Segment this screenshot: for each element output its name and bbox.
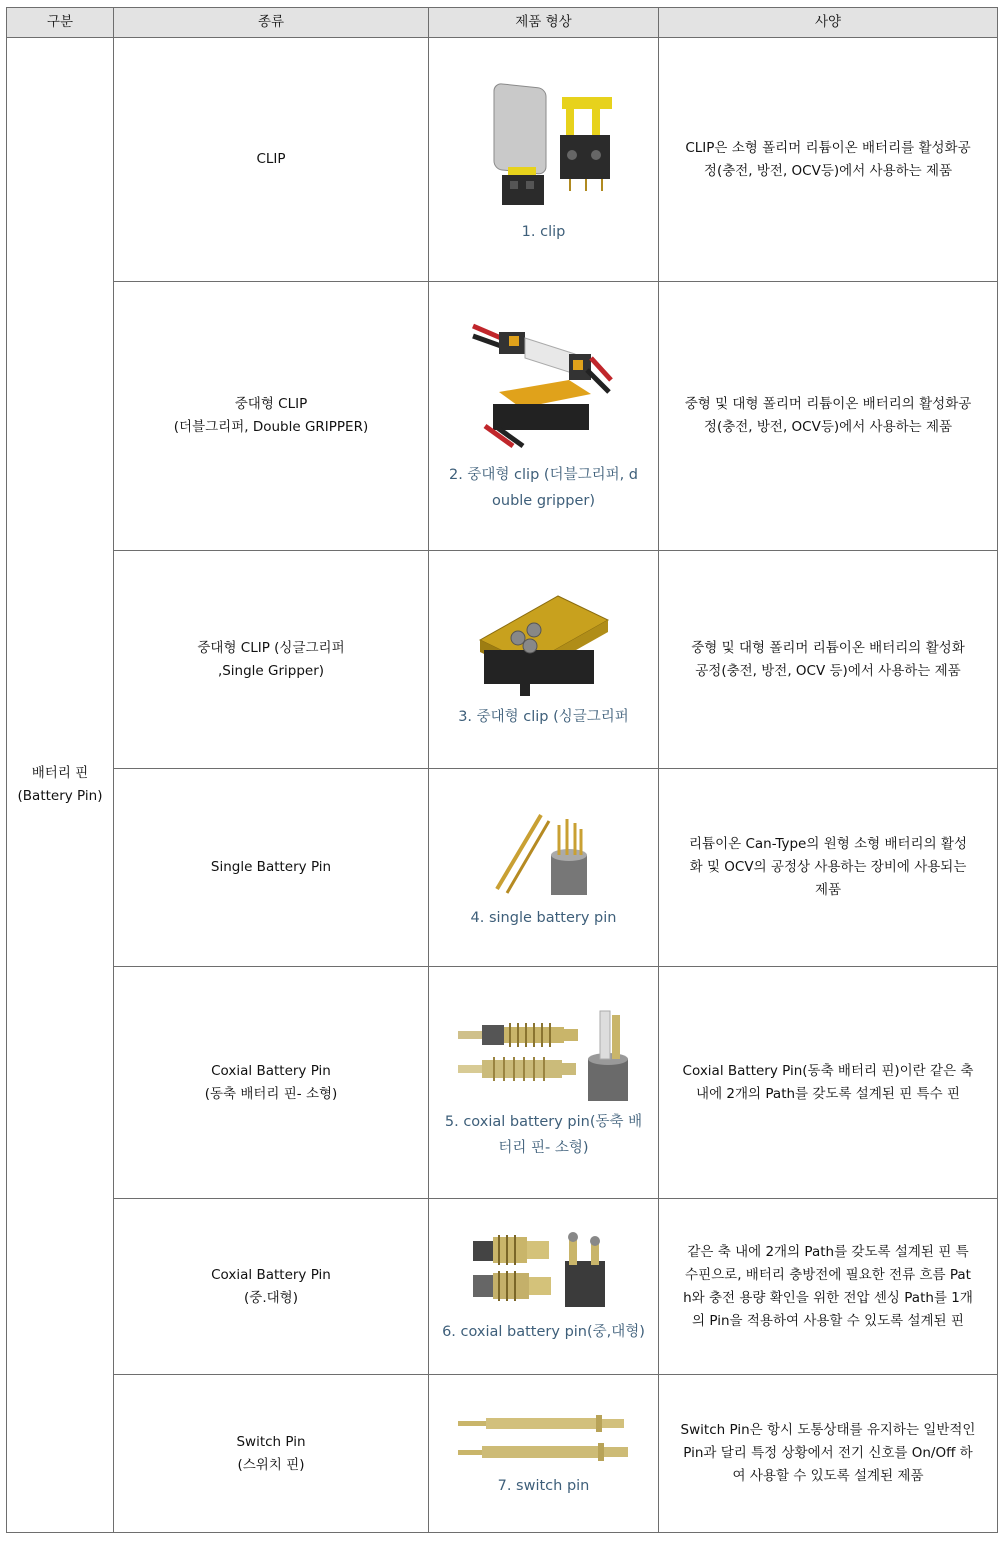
spec-line: 같은 축 내에 2개의 Path를 갖도록 설계된 핀 특	[687, 1243, 969, 1260]
header-product-shape: 제품 형상	[429, 8, 659, 38]
type-label: Switch Pin	[236, 1433, 306, 1450]
image-caption: 6. coxial battery pin(중,대형)	[442, 1323, 645, 1340]
spec-cell	[659, 38, 998, 282]
product-image-cell	[429, 551, 659, 769]
spec-line: 화 및 OCV의 공정상 사용하는 장비에 사용되는	[689, 859, 967, 875]
spec-line: 정(충전, 방전, OCV등)에서 사용하는 제품	[703, 419, 953, 435]
spec-line: 리튬이온 Can-Type의 원형 소형 배터리의 활성	[689, 836, 967, 852]
spec-line: 정(충전, 방전, OCV등)에서 사용하는 제품	[703, 162, 953, 179]
spec-line: 제품	[814, 882, 842, 898]
spec-line: 의 Pin을 적용하여 사용할 수 있도록 설계된 핀	[692, 1312, 964, 1329]
type-label: 중대형 CLIP	[234, 396, 308, 412]
table-row	[7, 967, 998, 1199]
type-label: ,Single Gripper)	[217, 662, 325, 679]
spec-line: 중형 및 대형 폴리머 리튬이온 배터리의 활성화	[691, 639, 965, 656]
header-row	[7, 8, 998, 38]
product-image-cell	[429, 1375, 659, 1533]
type-label: (더블그리퍼, Double GRIPPER)	[173, 419, 369, 435]
spec-line: 중형 및 대형 폴리머 리튬이온 배터리의 활성화공	[684, 396, 972, 412]
header-category: 구분	[7, 8, 114, 38]
image-caption: 1. clip	[521, 223, 566, 240]
category-label: 배터리 핀	[31, 765, 89, 781]
spec-line: Pin과 달리 특정 상황에서 전기 신호를 On/Off 하	[683, 1445, 973, 1461]
product-image-cell	[429, 38, 659, 282]
table-row	[7, 551, 998, 769]
spec-line: h와 충전 용량 확인을 위한 전압 센싱 Path를 1개	[683, 1289, 973, 1306]
single-gripper-image	[474, 590, 614, 700]
spec-cell	[659, 1199, 998, 1375]
spec-line: 내에 2개의 Path를 갖도록 설계된 핀 특수 핀	[696, 1085, 960, 1102]
category-cell	[7, 38, 114, 1533]
type-cell	[114, 282, 429, 551]
type-label: Coxial Battery Pin	[211, 1062, 331, 1079]
spec-line: Switch Pin은 항시 도통상태를 유지하는 일반적인	[680, 1422, 976, 1438]
image-caption: 7. switch pin	[497, 1477, 590, 1494]
type-label: (중.대형)	[244, 1289, 298, 1306]
image-caption: ouble gripper)	[492, 493, 595, 509]
type-label: (동축 배터리 핀- 소형)	[204, 1085, 338, 1102]
table-row	[7, 1199, 998, 1375]
spec-cell	[659, 1375, 998, 1533]
type-cell	[114, 551, 429, 769]
type-label: CLIP	[256, 151, 286, 167]
coxial-pin-small-image	[454, 1005, 634, 1105]
product-image-cell	[429, 1199, 659, 1375]
type-cell	[114, 967, 429, 1199]
type-label: (스위치 핀)	[237, 1456, 305, 1473]
image-caption: 4. single battery pin	[470, 909, 617, 926]
table-row	[7, 38, 998, 282]
table-row	[7, 769, 998, 967]
header-specification: 사양	[659, 8, 998, 38]
type-cell	[114, 1199, 429, 1375]
image-caption: 2. 중대형 clip (더블그리퍼, d	[448, 467, 639, 483]
header-type: 종류	[114, 8, 429, 38]
image-caption: 5. coxial battery pin(동축 배	[444, 1113, 643, 1130]
spec-line: 수핀으로, 배터리 충방전에 필요한 전류 흐름 Pat	[685, 1266, 971, 1283]
double-gripper-image	[469, 318, 619, 458]
spec-line: Coxial Battery Pin(동축 배터리 핀)이란 같은 축	[682, 1062, 974, 1079]
type-label: 중대형 CLIP (싱글그리퍼	[197, 639, 345, 656]
spec-line: 여 사용할 수 있도록 설계된 제품	[732, 1468, 924, 1484]
coxial-pin-mid-large-image	[469, 1229, 619, 1315]
spec-cell	[659, 769, 998, 967]
spec-cell	[659, 282, 998, 551]
clip-product-image	[474, 75, 614, 215]
product-image-cell	[429, 967, 659, 1199]
product-image-cell	[429, 282, 659, 551]
image-caption: 터리 핀- 소형)	[498, 1139, 589, 1156]
spec-line: CLIP은 소형 폴리머 리튬이온 배터리를 활성화공	[685, 139, 971, 156]
type-cell	[114, 1375, 429, 1533]
image-caption: 3. 중대형 clip (싱글그리퍼	[458, 708, 629, 725]
table-row	[7, 1375, 998, 1533]
type-label: Coxial Battery Pin	[211, 1266, 331, 1283]
single-battery-pin-image	[489, 805, 599, 901]
table-row	[7, 282, 998, 551]
type-label: Single Battery Pin	[210, 859, 332, 875]
type-cell	[114, 38, 429, 282]
spec-table	[6, 7, 998, 1533]
type-cell	[114, 769, 429, 967]
category-label-en: (Battery Pin)	[17, 788, 103, 804]
product-image-cell	[429, 769, 659, 967]
spec-cell	[659, 967, 998, 1199]
switch-pin-image	[454, 1409, 634, 1469]
spec-cell	[659, 551, 998, 769]
spec-line: 공정(충전, 방전, OCV 등)에서 사용하는 제품	[695, 662, 961, 679]
